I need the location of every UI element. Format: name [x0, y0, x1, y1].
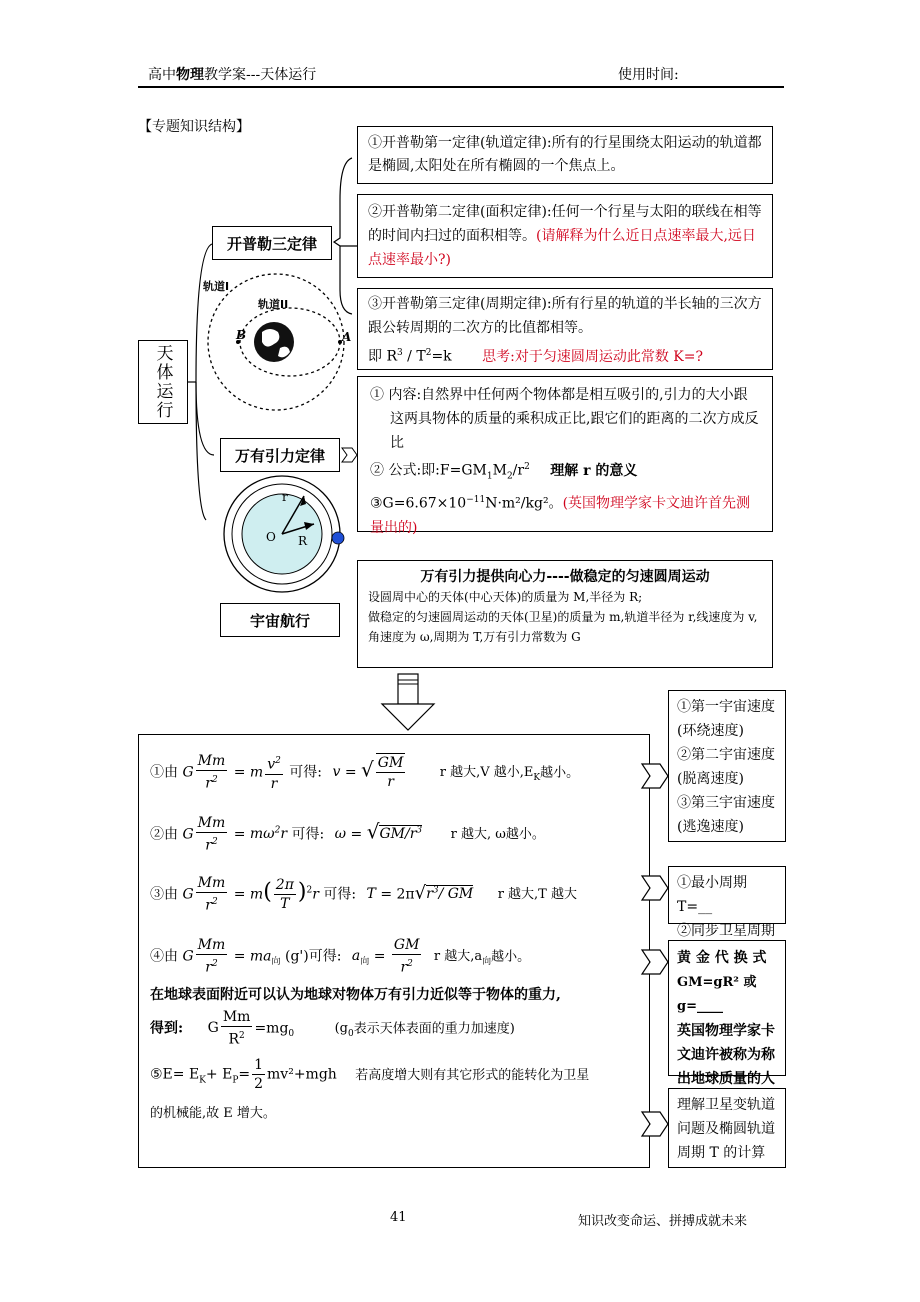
formula-4-note-end: 越小。	[491, 949, 531, 965]
space-node-label: 宇宙航行	[249, 611, 310, 630]
orbit-transfer-box	[668, 1088, 786, 1168]
gravity-constant-value: ③G=6.67×10	[370, 496, 467, 513]
formula-1-result: 可得:	[289, 764, 323, 781]
formula-2-lead: ②由	[150, 826, 178, 843]
kepler-law-3-formula-r: 即 R	[368, 348, 397, 365]
space-box-title: 万有引力提供向心力----做稳定的匀速圆周运动	[420, 569, 710, 585]
formula-4-result: (g')可得:	[285, 948, 342, 965]
surface-statement: 在地球表面附近可以认为地球对物体万有引力近似等于物体的重力,	[150, 987, 561, 1003]
formula-5-note-a: 若高度增大则有其它形式的能转化为卫星	[355, 1067, 590, 1083]
period-box	[668, 866, 786, 939]
formula-5-tail: mv²+mgh	[267, 1066, 337, 1083]
period-min: ①最小周期 T=__	[677, 875, 747, 915]
kepler-node-label: 开普勒三定律	[226, 234, 317, 253]
golden-desc: 英国物理学家卡文迪许被称为称出地球质量的人	[677, 1023, 775, 1087]
gravity-constant	[370, 488, 760, 540]
cosmic-speed-1: ①第一宇宙速度	[677, 699, 775, 715]
space-box-line-1: 设圆周中心的天体(中心天体)的质量为 M,半径为 R;	[368, 590, 643, 604]
down-arrow-icon	[378, 672, 438, 734]
gravity-law-box	[357, 376, 773, 537]
formula-4: ④由 G $\frac{Mm}{r^2}$ = $ma_向$ (g')可得: $a_向$ = $\frac{GM}{r^2}$ r 越大$,a_向$越小。	[150, 937, 531, 976]
kepler-law-1-box	[357, 126, 773, 184]
gravity-law-formula: ② 公式:即$:F=GM_1M_2/r^2$ 理解 r 的意义	[370, 462, 638, 482]
gravity-constant-exp: −11	[466, 495, 486, 506]
space-box	[357, 560, 773, 668]
formula-1-lead: ①由	[150, 764, 178, 781]
formula-1-note-end: 越小。	[540, 765, 580, 781]
formula-3-note: r 越大,T 越大	[497, 887, 577, 903]
page-number: 41	[390, 1210, 407, 1225]
gravity-constant-unit: N·m²/kg²。	[485, 496, 563, 513]
cosmic-speed-3: ③第三宇宙速度	[677, 795, 775, 811]
header-usage-time: 使用时间:	[618, 67, 679, 83]
space-box-line-2: 做稳定的匀速圆周运动的天体(卫星)的质量为 m,轨道半径为 r,线速度为 v,角速度为 ω,周期为 T,万有引力常数为 G	[368, 610, 758, 644]
formula-2-result: 可得:	[291, 826, 325, 843]
header-title-prefix: 高中	[148, 67, 176, 83]
golden-formula: GM=gR² 或 g=____	[677, 975, 757, 1014]
golden-title: 黄 金 代 换 式	[677, 950, 767, 966]
cosmic-speed-3-alias: (逃逸速度)	[677, 819, 744, 835]
satellite-icon	[332, 532, 344, 544]
formula-3-lead: ③由	[150, 886, 178, 903]
kepler-law-3-text: ③开普勒第三定律(周期定律):所有行星的轨道的半长轴的三次方跟公转周期的二次方的比值都相等。	[368, 296, 762, 336]
formula-4-lead: ④由	[150, 948, 178, 965]
kepler-law-2-text: ②开普勒第二定律(面积定律):任何一个行星与太阳的联线在相等的时间内扫过的面积相等。	[368, 204, 762, 244]
gravity-diagram-r: r	[282, 490, 288, 504]
formula-4-note: r 越大,a	[433, 949, 483, 965]
formula-2-note: r 越大, ω越小。	[450, 827, 545, 843]
formula-5-note-b: 的机械能,故 E 增大。	[150, 1106, 276, 1121]
header-title-suffix: 教学案---天体运行	[204, 67, 317, 83]
gravity-formula-note: 理解 r 的意义	[550, 462, 638, 479]
kepler-node	[212, 226, 332, 260]
gravity-diagram-R: R	[298, 534, 308, 548]
gravity-law-content: ① 内容:自然界中任何两个物体都是相互吸引的,引力的大小跟这两具物体的质量的乘积成正比,跟它们的距离的二次方成反比	[370, 387, 759, 451]
surface-note-end: 表示天体表面的重力加速度)	[353, 1021, 515, 1037]
kepler-law-2-box	[357, 194, 773, 278]
kepler-law-3-formula-line: 即 $R^3 / T^2=k$ 思考:对于匀速圆周运动此常数 K=?	[368, 348, 703, 365]
orbit-transfer-text: 理解卫星变轨道问题及椭圆轨道周期 T 的计算	[677, 1097, 775, 1161]
formula-1: ①由 G $\frac{Mm}{r^2}$ = m $\frac{v^2}{r}$ 可得: v = √ $\frac{GM}{r}$ r 越大,V 越小$,E_K$越小。	[150, 753, 580, 792]
surface-note: (g	[334, 1021, 348, 1037]
kepler-law-2-paragraph	[368, 200, 762, 272]
gravity-formula-tail: /r	[512, 462, 525, 479]
orbit-point-a: A	[342, 330, 352, 344]
kepler-law-3-formula-k: =k	[431, 348, 452, 365]
formula-3: ③由 G $\frac{Mm}{r^2}$ = m( $\frac{2\pi}{T}$ )$^2$r 可得: $T = 2\pi√r^3/$ GM r 越大,T 越大	[150, 875, 577, 914]
gravity-formula-mid: M	[492, 462, 507, 479]
orbit-label-2: 轨道II	[258, 298, 289, 311]
root-node-label: 天体运行	[152, 344, 173, 420]
cosmic-speed-box	[668, 690, 786, 842]
formula-5-lead: ⑤E= E	[150, 1066, 200, 1083]
gravity-formula-prefix: ② 公式:即:F=GM	[370, 462, 487, 479]
surface-formula: 得到: G $\frac{Mm}{R^2}$ $=mg_0$ ($g_0$表示天体表面的重力加速度)	[150, 1009, 515, 1048]
formula-4-note-sub: 向	[482, 957, 492, 968]
gravity-diagram-o: O	[266, 530, 276, 544]
section-title: 【专题知识结构】	[138, 119, 250, 135]
kepler-law-2-question: (请解释为什么近日点速率最大,远日点速率最小?)	[368, 228, 756, 268]
gravity-constant-history: (英国物理学家卡文迪许首先测量出的)	[370, 496, 751, 537]
gravity-node-label: 万有引力定律	[234, 446, 325, 465]
kepler-law-3-box	[357, 288, 773, 370]
kepler-law-3-formula-t: / T	[402, 348, 426, 365]
surface-get-label: 得到:	[150, 1020, 184, 1037]
golden-substitution-box	[668, 940, 786, 1087]
kepler-law-1-text: ①开普勒第一定律(轨道定律):所有的行星围绕太阳运动的轨道都是椭圆,太阳处在所有椭圆的一个焦点上。	[368, 135, 762, 174]
footer-motto: 知识改变命运、拼搏成就未来	[578, 1214, 748, 1229]
cosmic-speed-1-alias: (环绕速度)	[677, 723, 744, 739]
formula-3-result: 可得:	[323, 886, 357, 903]
formula-5-mid: + E	[205, 1066, 233, 1083]
header-title-bold: 物理	[176, 67, 204, 83]
formula-5: ⑤E= $E_K+ E_P=$ $\frac{1}{2}$ mv²+mgh 若高度增大则有其它形式的能转化为卫星	[150, 1057, 590, 1092]
formula-2: ②由 G $\frac{Mm}{r^2}$ = $m\omega^2r$ 可得: $\omega = √GM/r^3$ r 越大, ω越小。	[150, 815, 545, 854]
cosmic-speed-2-alias: (脱离速度)	[677, 771, 744, 787]
orbit-point-b: B	[236, 328, 247, 342]
gravity-node	[220, 438, 340, 472]
orbit-label-1: 轨道I	[203, 280, 230, 293]
space-node	[220, 603, 340, 637]
cosmic-speed-2: ②第二宇宙速度	[677, 747, 775, 763]
formula-1-note: r 越大,V 越小,E	[439, 765, 534, 781]
kepler-law-3-question: 思考:对于匀速圆周运动此常数 K=?	[482, 348, 703, 365]
period-sync: ②同步卫星周期	[677, 923, 775, 939]
